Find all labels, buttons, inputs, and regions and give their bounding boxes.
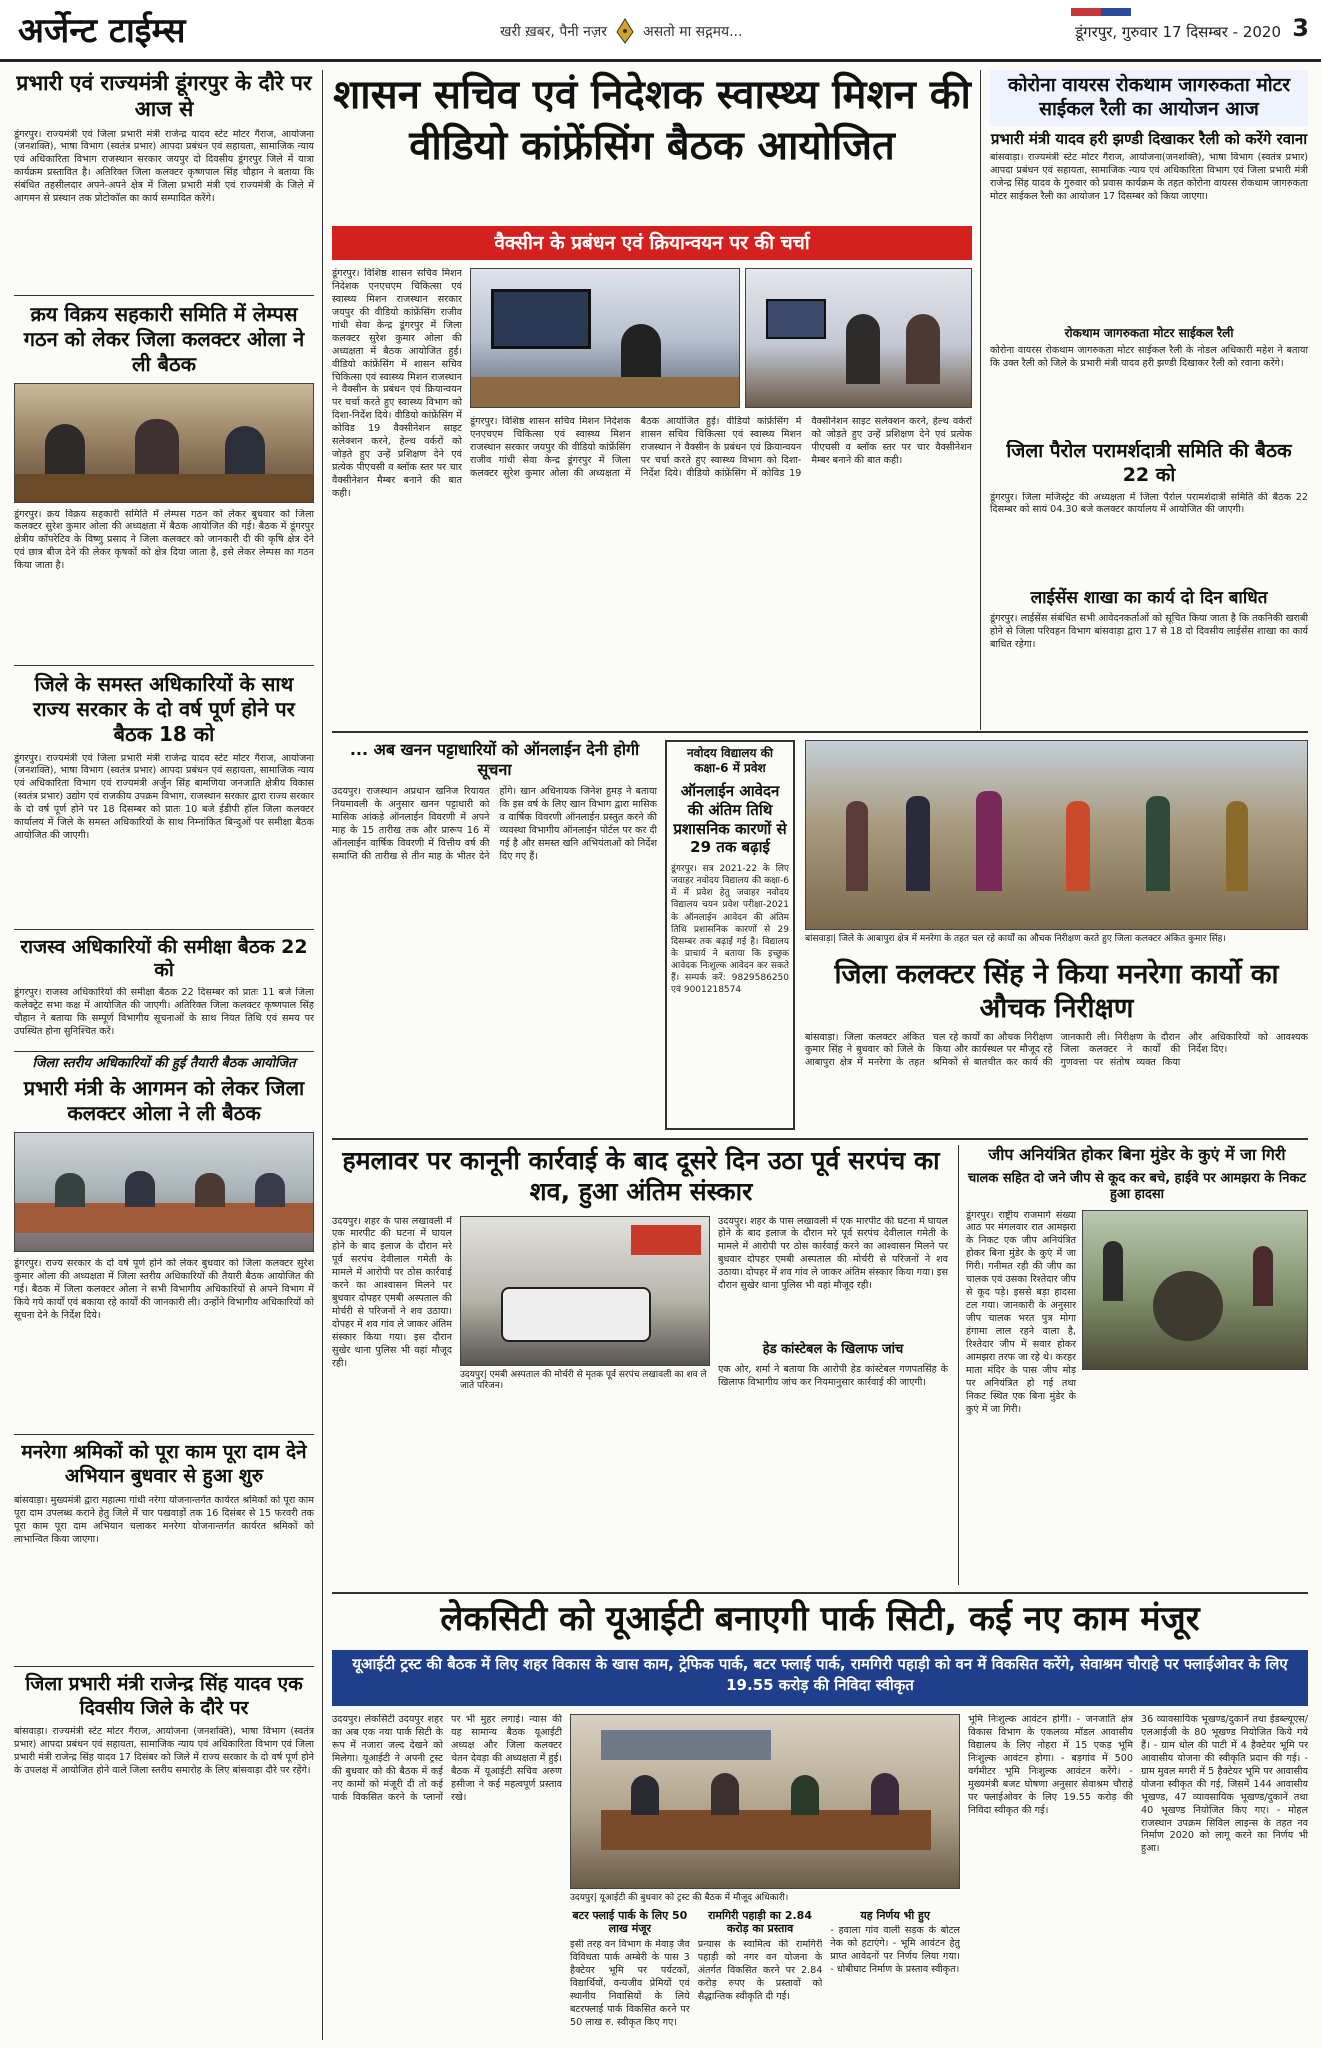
narega-photo-caption: बांसवाड़ा| जिले के आबापुरा क्षेत्र में मनरेगा के तहत चल रहे कार्यों का औचक निरीक्षण करते हुए जिला कलक्टर अंकित कुमार सिंह।: [805, 934, 1226, 944]
uit-headline: लेकसिटी को यूआईटी बनाएगी पार्क सिटी, कई नए काम मंजूर: [440, 1599, 1200, 1639]
headline-lemps: क्रय विक्रय सहकारी समिति में लेम्पस गठन को लेकर जिला कलक्टर ओला ने ली बैठक: [23, 301, 305, 376]
headline-narega-abhiyan: मनरेगा श्रमिकों को पूरा काम पूरा दाम देने अभियान बुधवार से हुआ शुरु: [21, 1441, 307, 1487]
photo-lemps-meeting: [14, 383, 314, 503]
pen-nib-icon: [615, 18, 635, 44]
body-rajasv: डूंगरपुर। राजस्व अधिकारियों की समीक्षा बैठक 22 दिसम्बर को प्रातः 11 बजे जिला कलेक्ट्रेट सभा कक्ष में आयोजित की जाएगी। अतिरिक्त जिला कलक्टर कृष्णपाल सिंह चौहान ने बताया कि सम्पूर्ण विभागीय सूचनाओं के साथ नियत तिथि एवं समय पर उपस्थित होना सुनिश्चित करें।: [14, 987, 314, 1037]
mining-body: उदयपुर। राजस्थान अप्रधान खनिज रियायत नियमावली के अनुसार खनन पट्टाधारी को मासिक आंकड़े ऑनलाईन विवरणी में अपने माह के 15 तारीख तक और प्रारूप 16 में ऑनलाईन वार्षिक विवरणी में वित्तीय वर्ष की समाप्ति की तारीख से तीन माह के भीतर देने होंगे। खान अधिनायक जिनेश हुमड़ ने बताया कि इस वर्ष के लिए खान विभाग द्वारा मासिक व वार्षिक विवरणी ऑनलाईन प्रस्तुत करने की व्यवस्था विभागीय ऑनलाईन पोर्टल पर कर दी गई है और समस्त खनि अभियंताओं को निर्देश दिए गए हैं।: [332, 786, 657, 862]
license-headline: लाईसेंस शाखा का कार्य दो दिन बाधित: [1030, 587, 1268, 608]
motto-right: असतो मा सद्गमय...: [643, 23, 743, 40]
navodaya-body: डूंगरपुर। सत्र 2021-22 के लिए जवाहर नवोदय विद्यालय की कक्षा-6 में में प्रवेश हेतु जवाहर नवोदय विद्यालय चयन प्रवेश परीक्षा-2021 के ऑनलाईन आवेदन की अंतिम तिथि प्रशासनिक कारणों से 29 दिसम्बर तक बढ़ाई गई है। विद्यालय के प्राचार्य ने बताया कि इच्छुक आवेदक निःशुल्क आवेदन कर सकते हैं। सम्पर्क करें: 9829586250 एवं 9001218574: [671, 864, 789, 996]
uit-photo-caption: उदयपुर| यूआईटी की बुधवार को ट्रस्ट की बैठक में मौजूद अधिकारी।: [570, 1893, 789, 1903]
corona-body: बांसवाड़ा। राज्यमंत्री स्टेट मोटर गैराज, आयोजना(जनशक्ति), भाषा विभाग (स्वतंत्र प्रभार) आपदा प्रबंधन एवं सहायता, सामाजिक न्याय एवं अधिकारिता विभाग एवं जिला प्रभारी मंत्री राजेन्द्र सिंह यादव के गुरुवार को प्रवास कार्यक्रम के तहत कोरोना वायरस रोकथाम जागरुकता मोटर साईकल रैली का आयोजन 17 दिसम्बर को किया जाएगा।: [990, 152, 1308, 203]
lead-body-col: [332, 268, 462, 723]
jeep-subhead: चालक सहित दो जने जीप से कूद कर बचे, हाईवे पर आमझरा के निकट हुआ हादसा: [967, 1171, 1307, 1203]
uit-col-right: [968, 1714, 1133, 2044]
headline-ek-divasiya: जिला प्रभारी मंत्री राजेन्द्र सिंह यादव एक दिवसीय जिले के दौरे पर: [25, 1672, 303, 1719]
flag-stripe: [1071, 8, 1131, 16]
photo-agaman-meeting: [14, 1132, 314, 1252]
navodaya-headline: ऑनलाईन आवेदन की अंतिम तिथि प्रशासनिक कारणों से 29 तक बढ़ाई: [673, 782, 787, 857]
corona-headline: कोरोना वायरस रोकथाम जागरुकता मोटर साईकल रैली का आयोजन आज: [990, 70, 1308, 126]
parole-body: डूंगरपुर। जिला मजिस्ट्रेट की अध्यक्षता में जिला पैरोल परामर्शदात्री समिति की बैठक 22 दिसम्बर को सायं 04.30 बजे कलक्टर कार्यालय में आयोजित की जाएगी।: [990, 491, 1308, 516]
butterfly-body: इसी तरह वन विभाग के मेवाड़ जैव विविधता पार्क अम्बेरी के पास 3 हैक्टेयर भूमि पर पर्यटकों, विद्यार्थियों, वन्यजीव प्रेमियों एवं स्थानीय निवासियों के लिये बटरफ्लाई पार्क विकसित करने पर 50 लाख रु. स्वीकृत किए गए।: [570, 1939, 690, 2028]
narega-body: बांसवाड़ा। जिला कलक्टर अंकित कुमार सिंह ने बुधवार को जिले के आबापुरा क्षेत्र में मनरेगा के तहत चल रहे कार्यों का औचक निरीक्षण किया और कार्यस्थल पर मौजूद रहे श्रमिकों से बातचीत कर कार्य की जानकारी ली। निरीक्षण के दौरान जिला कलक्टर ने कार्यों की गुणवत्ता पर संतोष व्यक्त किया और अधिकारियों को आवश्यक निर्देश दिए।: [805, 1031, 1308, 1069]
lead-body-cont: [470, 416, 972, 723]
headline-rajasv: राजस्व अधिकारियों की समीक्षा बैठक 22 को: [20, 935, 308, 982]
sarpanch-subhead: हेड कांस्टेबल के खिलाफ जांच: [762, 1341, 904, 1357]
photo-vc-room-1: [470, 268, 740, 408]
narega-story: [805, 958, 1308, 1130]
decisions-headline: यह निर्णय भी हुए: [860, 1908, 930, 1922]
uit-body-col: [332, 1714, 562, 2044]
uit-headline-wrap: [332, 1598, 1308, 1646]
dateline: डूंगरपुर, गुरुवार 17 दिसम्बर - 2020: [1075, 23, 1281, 41]
left-column: [14, 70, 314, 2040]
body-lemps: डूंगरपुर। क्रय विक्रय सहकारी समिति में लेम्पस गठन को लेकर बुधवार को जिला कलक्टर सुरेश कुमार ओला की अध्यक्षता में बैठक आयोजित की गई। बैठक में डूंगरपुर क्षेत्रीय कॉपरेटिव के विष्णु प्रसाद ने जिला कलक्टर को जानकारी दी की कृषि क्षेत्र देने एवं छात्र बीज देने की लेकर कृषकों को क्षेत्र दिया जाता है, इसे लेकर लेम्पस का गठन किया जाता है।: [14, 508, 314, 572]
uit-right-body: भूमि निःशुल्क आवंटन होगी। - जनजाति क्षेत्र विकास विभाग के एकलव्य मॉडल आवासीय विद्यालय के लिए नोहरा में 15 एकड़ भूमि निःशुल्क आवंटन होगा। - बड़गांव में 500 वर्गमीटर भूमि निःशुल्क आवंटन करेंगे। - मुख्यमंत्री बजट घोषणा अनुसार सेवाश्रम चौराहे पर फ्लाईओवर के लिए 19.55 करोड़ की निविदा स्वीकृत की गई।: [968, 1714, 1133, 1816]
motto-left: खरी ख़बर, पैनी नज़र: [500, 23, 608, 40]
body-narega-abhiyan: बांसवाड़ा। मुख्यमंत्री द्वारा महात्मा गांधी नरेगा योजनान्तर्गत कार्यरत श्रमिकों को पूरा काम पूरा दाम उपलब्ध कराने हेतु जिले में चार पखवाड़ों तक 16 दिसंबर से 15 फरवरी तक पूरा काम पूरा दाम अभियान चलाकर मनरेगा योजनान्तर्गत कार्यरत श्रमिकों को लाभान्वित किया जाएगा।: [14, 1494, 314, 1545]
headline-taiyari: जिला स्तरीय अधिकारियों की हुई तैयारी बैठक आयोजित: [32, 1056, 296, 1071]
body-prabhari-daura: डूंगरपुर। राज्यमंत्री एवं जिला प्रभारी मंत्री राजेन्द्र यादव स्टेट मोटर गैराज, आयोजना (जनशक्ति), भाषा विभाग (स्वतंत्र प्रभार) आपदा प्रबंधन एवं सहायता, सामाजिक न्याय एवं अधिकारिता विभाग राजस्थान सरकार जयपुर दो दिवसीय डूंगरपुर जिले में यात्रा कार्यक्रम प्रस्तावित है। अतिरिक्त जिला कलक्टर कृष्णपाल सिंह चौहान ने बताया कि संबंधित तहसीलदार अपने-अपने क्षेत्र में जिला प्रभारी मंत्री एवं राज्यमंत्री के जिले में आगमन से प्रस्थान तक प्रोटोकॉल का कार्य सम्पादित करेंगे।: [14, 128, 314, 205]
page-number: 3: [1292, 14, 1309, 42]
lead-story-head: [332, 70, 972, 240]
newspaper-brand: अर्जेन्ट टाईम्स: [18, 11, 186, 51]
license-body: डूंगरपुर। लाईसेंस संबंधित सभी आवेदनकर्ताओं को सूचित किया जाता है कि तकनिकी खराबी होने से जिला परिवहन विभाग बांसवाड़ा द्वारा 17 से 18 दो दिवसीय लाईसेंस शाखा का कार्य बाधित रहेगा।: [990, 612, 1308, 650]
photo-jeep-well: [1082, 1210, 1308, 1370]
lead-body-continued: डूंगरपुर। विशिष्ठ शासन सचिव मिशन निदेशक एनएचएम चिकित्सा एवं स्वास्थ्य मिशन राजस्थान सरकार जयपुर की वीडियो कांफ्रेंसिंग राजीव गांधी सेवा केन्द्र डूंगरपुर में जिला कलक्टर सुरेश कुमार ओला की अध्यक्षता में बैठक आयोजित हुई। वीडियो कांफ्रेंसिंग में शासन सचिव चिकित्सा एवं स्वास्थ्य मिशन राजस्थान ने वैक्सीन के प्रबंधन एवं क्रियान्वयन पर चर्चा करते हुए स्वास्थ्य विभाग को दिशा-निर्देश दिये। वीडियो कांफ्रेंसिंग में कोविड 19 वैक्सीनेशन साइट सलेक्शन करने, हेल्थ वर्करों को जोड़ते हुए उन्हें प्रशिक्षण देने एवं प्रत्येक पीएचसी व ब्लॉक स्तर पर चार वैक्सीनेशन मैम्बर बनाने की बात कही।: [470, 416, 972, 479]
motto: [500, 18, 742, 44]
sarpanch-photo-caption: उदयपुर| एमबी अस्पताल की मोर्चरी से मृतक पूर्व सरपंच लखावली का शव ले जाते परिजन।: [460, 1369, 707, 1392]
sarpanch-headline: हमलावर पर कानूनी कार्रवाई के बाद दूसरे दिन उठा पूर्व सरपंच का शव, हुआ अंतिम संस्कार: [342, 1146, 940, 1207]
headline-prabhari-daura: प्रभारी एवं राज्यमंत्री डूंगरपुर के दौरे पर आज से: [16, 71, 312, 122]
uit-middle: [570, 1714, 960, 2044]
uit-far-body: 36 व्यावसायिक भूखण्ड/दुकानें तथा ईडब्ल्यूएस/एलआईजी के 80 भूखण्ड नियोजित किये गये हैं। - ग्राम धोल की पाटी में 4 हैक्टेयर भूमि पर आवासीय योजना की स्वीकृति प्रदान की गई। - ग्राम मुवल मगरी में 5 हैक्टेयर भूमि पर आवासीय योजना स्वीकृत की गई, जिसमें 144 आवासीय भूखण्ड, 47 व्यावसायिक भूखण्ड/दुकानें तथा 40 भूखण्ड नियोजित किए गए। - मोहल राजस्थान उपक्रम सिविल लाइन्स के तहत नव निर्माण 2020 को लागू करने का निर्णय भी हुआ।: [1141, 1714, 1308, 1855]
ramgiri-body: प्रन्यास के स्वामित्व की रामगिरी पहाड़ी को नगर वन योजना के अंतर्गत विकसित करने पर 2.84 करोड़ रुपए के प्रस्तावों को सैद्धान्तिक स्वीकृति दी गई।: [697, 1939, 823, 2002]
jeep-body: डूंगरपुर। राष्ट्रीय राजमार्ग संख्या आठ पर मंगलवार रात आमझरा के निकट एक जीप अनियंत्रित होकर बिना मुंडेर के कुएं में जा गिरी। गनीमत रही की जीप का चालक एवं उसका रिश्तेदार जीप से कूद पड़े। इससे बड़ा हादसा टल गया। जानकारी के अनुसार जीप चालक भरत पुत्र मोगा हंगामा लाल रहने वाला है, रिश्तेदार जीप में सवार होकर आमझरा तरफ जा रहे थे। करहर माता मंदिर के पास जीप मोड़ पर अनियंत्रित हो गई तथा निकट स्थित एक बिना मुंडेर के कुएं में जा गिरी।: [966, 1209, 1076, 1415]
body-ek-divasiya: बांसवाड़ा। राज्यमंत्री स्टेट मोटर गैराज, आयोजना (जनशक्ति), भाषा विभाग (स्वतंत्र प्रभार) आपदा प्रबंधन एवं सहायता, सामाजिक न्याय एवं अधिकारिता विभाग एवं जिला प्रभारी मंत्री राजेन्द्र सिंह यादव 17 दिसंबर को जिले में राज्य सरकार के दो वर्ष पूर्ण होने के उपलक्ष में आयोजित होने वाले जिला स्तरीय समारोह के लिए बांसवाड़ा दौरे पर रहेंगे।: [14, 1726, 314, 1777]
decisions-body: - हवाला गांव वाली सड़क के बोटल नेक को हटाएंगे। - भूमि आवंटन हेतु प्राप्त आवेदनों पर निर्णय लिया गया। - धोबीघाट निर्माण के प्रस्ताव स्वीकृत।: [830, 1925, 960, 1976]
lead-headline: शासन सचिव एवं निदेशक स्वास्थ्य मिशन की वीडियो कांफ्रेंसिंग बैठक आयोजित: [333, 72, 971, 170]
narega-headline: जिला कलक्टर सिंह ने किया मनरेगा कार्यो का औचक निरीक्षण: [834, 959, 1279, 1024]
lead-body: डूंगरपुर। विशिष्ठ शासन सचिव मिशन निदेशक एनएचएम चिकित्सा एवं स्वास्थ्य मिशन राजस्थान सरकार जयपुर की वीडियो कांफ्रेंसिंग राजीव गांधी सेवा केन्द्र डूंगरपुर में जिला कलक्टर सुरेश कुमार ओला की अध्यक्षता में बैठक आयोजित हुई। वीडियो कांफ्रेंसिंग में शासन सचिव चिकित्सा एवं स्वास्थ्य मिशन राजस्थान ने वैक्सीन के प्रबंधन एवं क्रियान्वयन पर चर्चा करते हुए स्वास्थ्य विभाग को दिशा-निर्देश दिये। वीडियो कांफ्रेंसिंग में कोविड 19 वैक्सीनेशन साइट सलेक्शन करने, हेल्थ वर्करों को जोड़ते हुए उन्हें प्रशिक्षण देने एवं प्रत्येक पीएचसी व ब्लॉक स्तर पर चार वैक्सीनेशन मैम्बर बनाने की बात कही।: [332, 268, 462, 499]
sarpanch-body: उदयपुर। शहर के पास लखावली में एक मारपीट की घटना में घायल होने के बाद इलाज के दौरान मरे पूर्व सरपंच देवीलाल गमेती के मामले में आरोपी पर ठोस कार्रवाई करने का आश्वासन मिलने पर बुधवार दोपहर एमबी अस्पताल की मोर्चरी से परिजनों ने शव उठाया। दोपहर में शव गांव ले जाकर अंतिम संस्कार किया गया। इस दौरान सुखेर थाना पुलिस भी वहां मौजूद रही।: [332, 1215, 452, 1369]
parole-story: [990, 440, 1308, 730]
jeep-story: [966, 1145, 1308, 1585]
uit-col-far: [1141, 1714, 1308, 2044]
uit-subhead: यूआईटी ट्रस्ट की बैठक में लिए शहर विकास के खास काम, ट्रेफिक पार्क, बटर फ्लाई पार्क, रामगिरी पहाड़ी को वन में विकसित करेंगे, सेवाश्रम चौराहे पर फ्लाईओवर के लिए 19.55 करोड़ की निविदा स्वीकृत: [332, 1650, 1308, 1706]
navodaya-box: [665, 740, 795, 1130]
butterfly-headline: बटर फ्लाई पार्क के लिए 50 लाख मंजूर: [572, 1908, 688, 1936]
uit-body: उदयपुर। लेकसिटी उदयपुर शहर का अब एक नया पार्क सिटी के रूप में नजारा जल्द देखने को मिलेगा। यूआईटी ने अपनी ट्रस्ट की बुधवार को की बैठक में कई नए कामों को मंजूरी दी तो कई पार्क विकसित करने के प्लानों पर भी मुहर लगाई। न्यास की यह सामान्य बैठक यूआईटी अध्यक्ष और जिला कलक्टर चेतन देवड़ा की अध्यक्षता में हुई। बैठक में यूआईटी सचिव अरुण हसीजा ने कई महत्वपूर्ण प्रस्ताव रखे।: [332, 1714, 562, 1803]
navodaya-kicker: नवोदय विद्यालय की कक्षा-6 में प्रवेश: [687, 746, 773, 775]
mining-headline: ... अब खनन पट्टाधारियों को ऑनलाईन देनी होगी सूचना: [349, 740, 640, 779]
parole-headline: जिला पैरोल परामर्शदात्री समिति की बैठक 22 को: [1006, 440, 1292, 486]
jeep-headline: जीप अनियंत्रित होकर बिना मुंडेर के कुएं में जा गिरी: [988, 1145, 1286, 1164]
sarpanch-body-2: एक ओर, शर्मा ने बताया कि आरोपी हेड कांस्टेबल गणपतसिंह के खिलाफ विभागीय जांच कर नियमानुसार कार्रवाई की जाएगी।: [718, 1363, 948, 1388]
body-agaman: डूंगरपुर। राज्य सरकार के दो वर्ष पूर्ण होने को लेकर बुधवार को जिला कलक्टर सुरेश कुमार ओला की अध्यक्षता में जिला स्तरीय अधिकारियों की तैयारी बैठक आयोजित की गई। बैठक में जिला कलक्टर ओला ने सभी विभागीय अधिकारियों से अपने विभाग में किये गये कार्यों एवं बकाया रहे कार्यों की जानकारी ली। उन्होंने विभागीय अधिकारियों को सूचना देने के निर्देश दिये।: [14, 1258, 314, 1321]
photo-narega-inspection: [805, 740, 1308, 930]
corona-story: [990, 70, 1308, 430]
headline-agaman: प्रभारी मंत्री के आगमन को लेकर जिला कलक्टर ओला ने ली बैठक: [23, 1076, 305, 1126]
masthead: [0, 0, 1321, 62]
sarpanch-body-cont: उदयपुर। शहर के पास लखावली में एक मारपीट की घटना में घायल होने के बाद इलाज के दौरान मरे पूर्व सरपंच देवीलाल गमेती के मामले में आरोपी पर ठोस कार्रवाई करने का आश्वासन मिलने पर बुधवार दोपहर एमबी अस्पताल की मोर्चरी से परिजनों ने शव उठाया। दोपहर में शव गांव ले जाकर अंतिम संस्कार किया गया। इस दौरान सुखेर थाना पुलिस भी वहां मौजूद रही।: [718, 1215, 948, 1292]
photo-mortuary: [460, 1216, 710, 1366]
ramgiri-headline: रामगिरी पहाड़ी का 2.84 करोड़ का प्रस्ताव: [708, 1908, 812, 1936]
corona-body-2: कोरोना वायरस रोकथाम जागरुकता मोटर साईकल रैली के नोडल अधिकारी महेश ने बताया कि उक्त रैली को जिले के प्रभारी मंत्री यादव हरी झण्डी दिखाकर रैली को रवाना करेंगे।: [990, 345, 1308, 370]
sarpanch-story: [332, 1145, 950, 1585]
body-do-varsh: डूंगरपुर। राज्यमंत्री एवं जिला प्रभारी मंत्री राजेन्द्र यादव स्टेट मोटर गैराज, आयोजना (जनशक्ति), भाषा विभाग (स्वतंत्र प्रभार) आपदा प्रबंधन एवं सहायता, सामाजिक न्याय एवं अधिकारिता विभाग एवं राज्यमंत्री अर्जुन सिंह बामणिया जनजाति क्षेत्रीय विकास (स्वतंत्र प्रभार) उद्योग एवं राजकीय उपक्रम विभाग, राजस्थान सरकार द्वारा राज्य सरकार के दो वर्ष पूर्ण होने पर 18 दिसम्बर को प्रातः 10 बजे ईडीपी हॉल जिला कलक्टर कार्यालय में जिले के समस्त अधिकारियों के साथ निम्नांकित बिन्दुओं पर समीक्षा बैठक आयोजित की जाएगी।: [14, 752, 314, 842]
lead-subhead: वैक्सीन के प्रबंधन एवं क्रियान्वयन पर की चर्चा: [332, 226, 972, 260]
corona-subhead: प्रभारी मंत्री यादव हरी झण्डी दिखाकर रैली को करेंगे रवाना: [990, 129, 1308, 148]
corona-subhead-2: रोकथाम जागरुकता मोटर साईकल रैली: [1064, 326, 1234, 341]
photo-vc-room-2: [745, 268, 972, 408]
headline-do-varsh: जिले के समस्त अधिकारियों के साथ राज्य सरकार के दो वर्ष पूर्ण होने पर बैठक 18 को: [33, 671, 295, 746]
mining-story: [332, 740, 657, 1130]
photo-uit-meeting: [570, 1714, 960, 1889]
